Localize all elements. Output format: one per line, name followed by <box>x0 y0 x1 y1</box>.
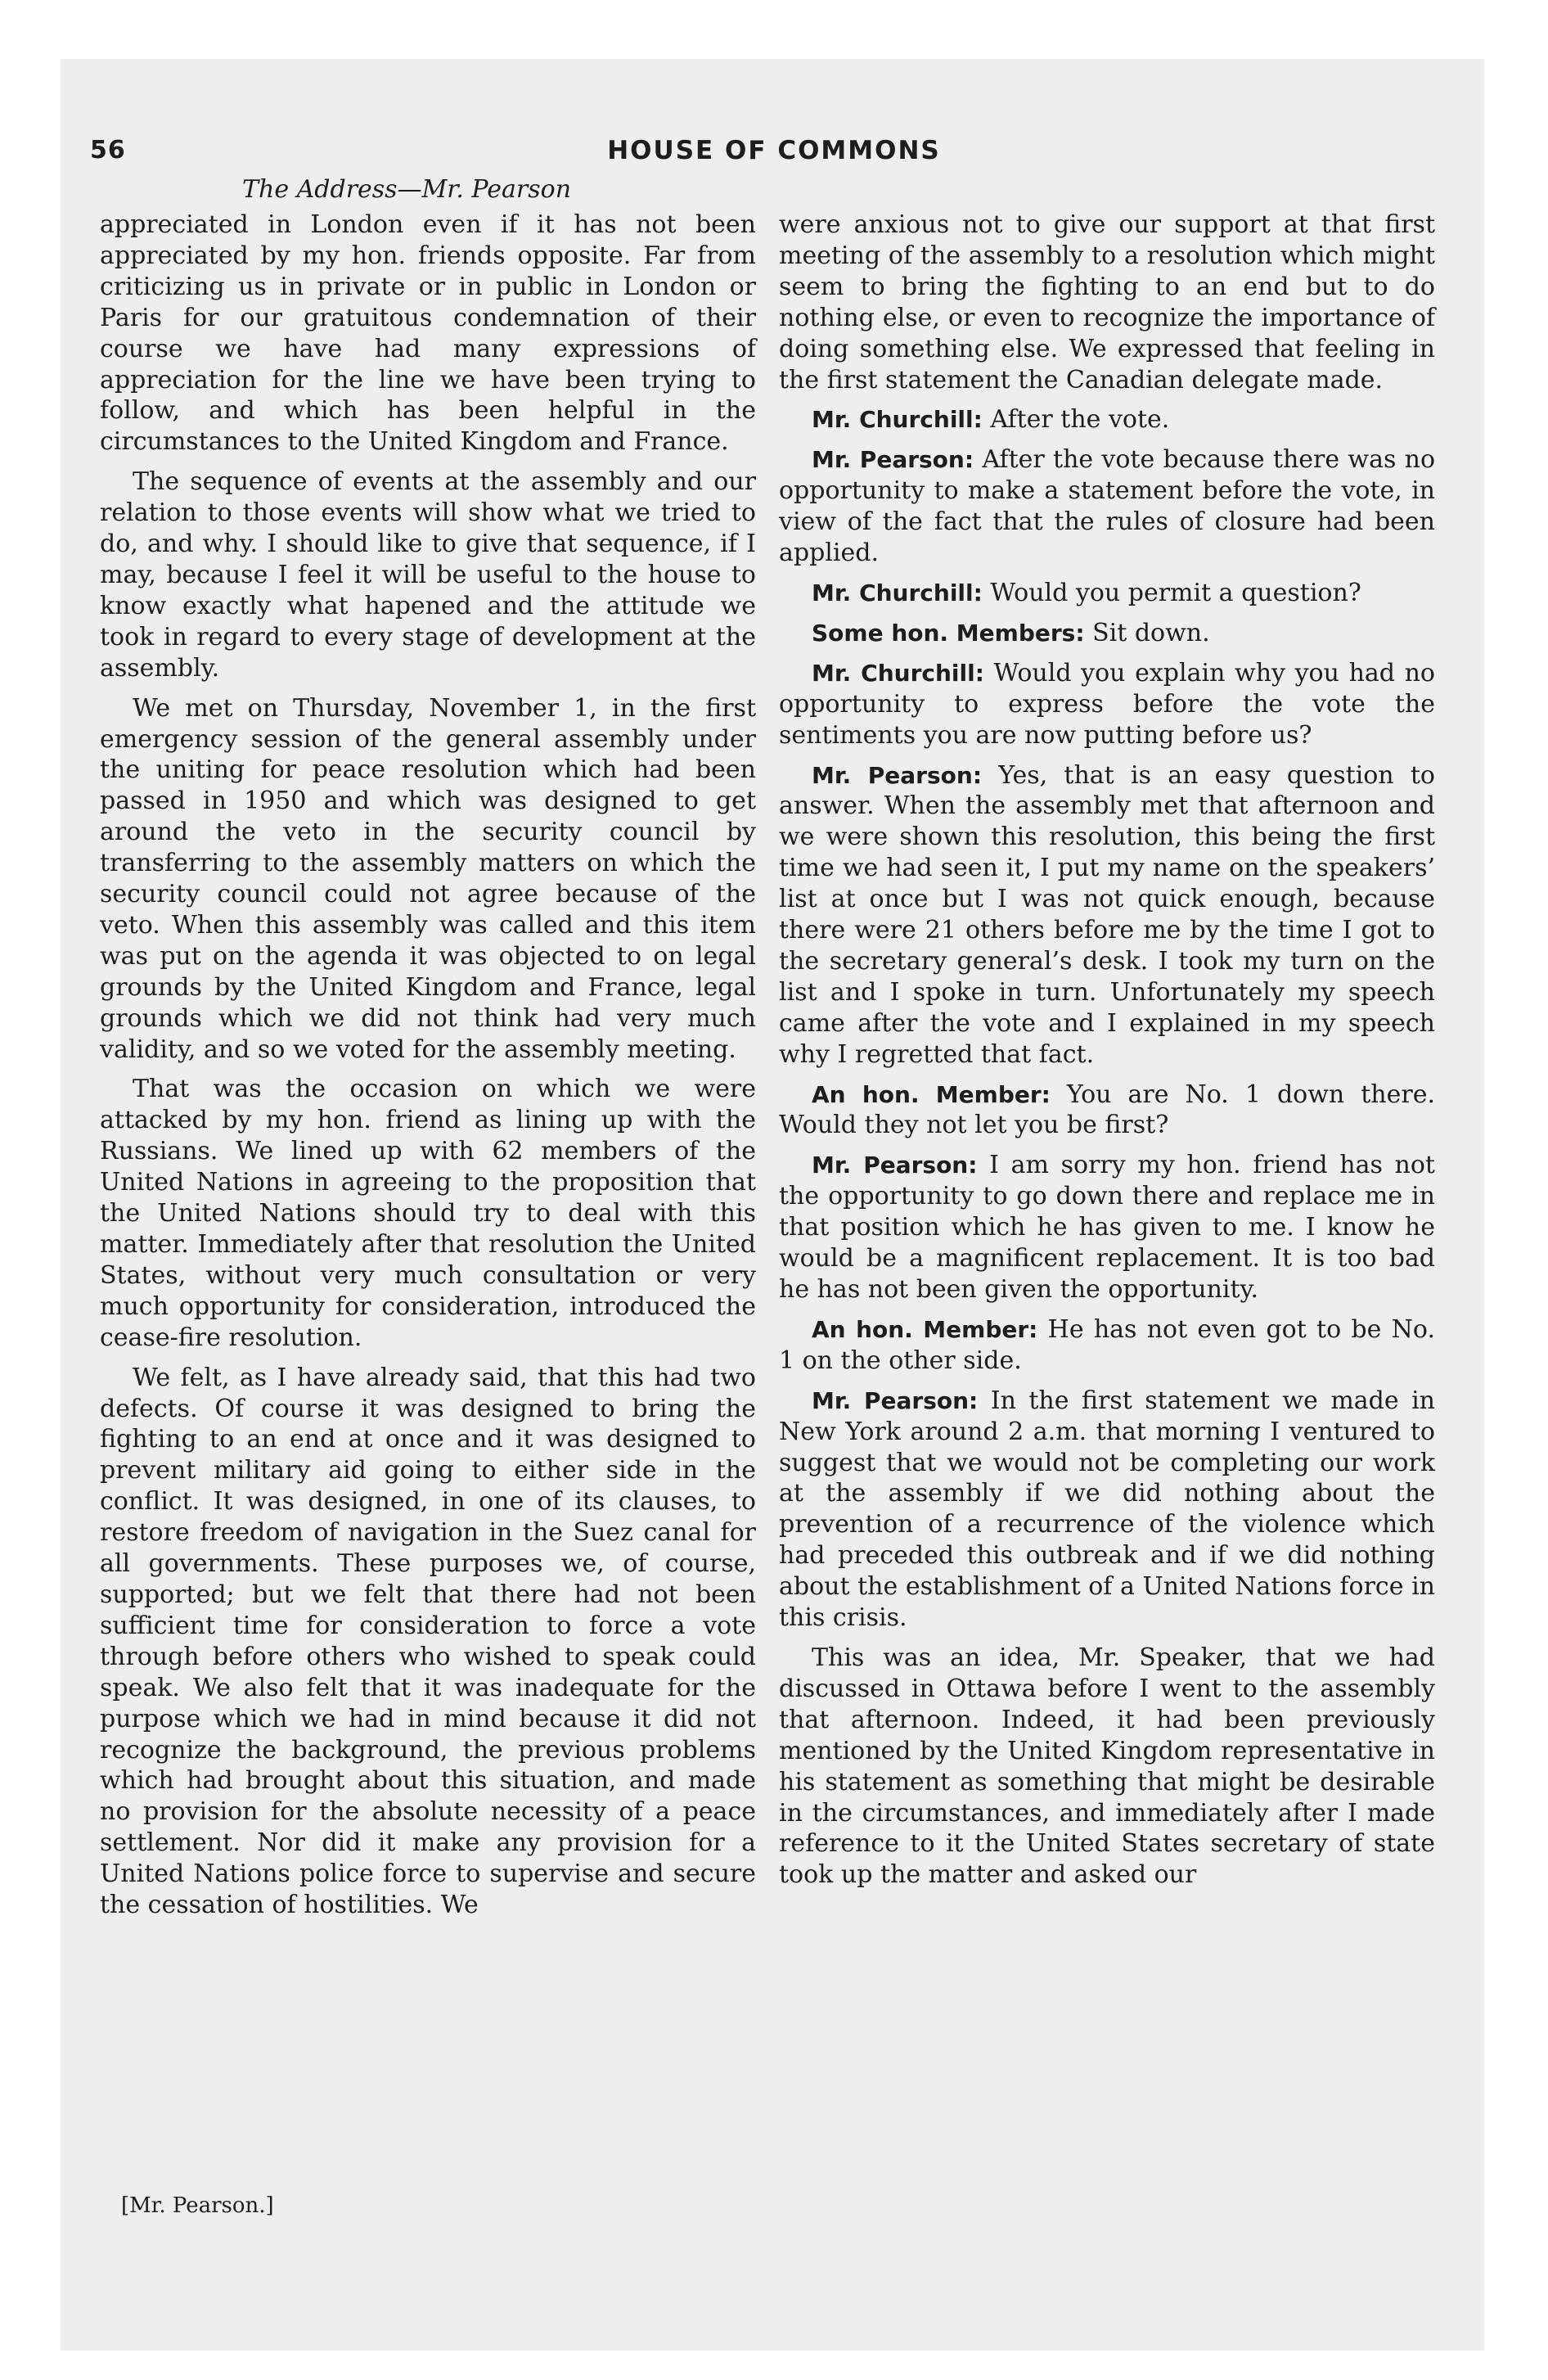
speech-text: Would you explain why you had no opportunity to express before the vote the sentiments you are now putting before us? <box>779 658 1435 750</box>
speaker-name: Mr. Pearson: <box>812 1386 979 1414</box>
speaker-name: Mr. Pearson: <box>812 761 983 789</box>
paragraph: appreciated in London even if it has not been appreciated by my hon. friends opposite. Far from criticizing us in private or in public in London or Paris for our gratuitous condemnation of their course we have had many expressions of appreciation for the line we have been trying to follow, and which has been helpful in the circumstances to the United Kingdom and France. <box>100 210 756 457</box>
speaker-name: Mr. Churchill: <box>812 659 984 687</box>
footer-speaker-note: [Mr. Pearson.] <box>121 2193 274 2218</box>
speech-text: After the vote. <box>990 405 1170 435</box>
paragraph: We felt, as I have already said, that this had two defects. Of course it was designed to bring the fighting to an end at once and it was designed to prevent military aid going to either side in the conflict. It was designed, in one of its clauses, to restore freedom of navigation in the Suez canal for all governments. These purposes we, of course, supported; but we felt that there had not been sufficient time for consideration to force a vote through before others who wished to speak could speak. We also felt that it was inadequate for the purpose which we had in mind because it did not recognize the background, the previous problems which had brought about this situation, and made no provision for the absolute necessity of a peace settlement. Nor did it make any provision for a United Nations police force to supervise and secure the cessation of hostilities. We <box>100 1363 756 1920</box>
speech-paragraph <box>779 578 1435 609</box>
speech-paragraph <box>779 1150 1435 1305</box>
speech-text: In the first statement we made in New York around 2 a.m. that morning I ventured to suggest that we would not be completing our work at the assembly if we did nothing about the prevention of a recurrence of the violence which had preceded this outbreak and if we did nothing about the establishment of a United Nations force in this crisis. <box>779 1386 1435 1633</box>
left-column <box>100 210 756 1930</box>
speaker-name: An hon. Member: <box>812 1315 1038 1343</box>
speech-paragraph <box>779 444 1435 569</box>
speaker-name: Mr. Pearson: <box>812 1152 978 1179</box>
speech-paragraph <box>779 618 1435 649</box>
paragraph <box>779 210 1435 395</box>
speech-text: Sit down. <box>1092 618 1210 647</box>
paragraph: The sequence of events at the assembly and our relation to those events will show what we tried to do, and why. I should like to give that sequence, if I may, because I feel it will be useful to the house to know exactly what hapened and the attitude we took in regard to every stage of development at the assembly. <box>100 467 756 683</box>
speech-text: He has not even got to be No. 1 on the other side. <box>779 1314 1435 1375</box>
speech-paragraph <box>779 1314 1435 1377</box>
paragraph-text: were anxious not to give our support at that first meeting of the assembly to a resolution which might seem to bring the fighting to an end but to do nothing else, or even to recognize the importance of doing something else. We expressed that feeling in the first statement the Canadian delegate made. <box>779 210 1435 394</box>
paragraph-text: This was an idea, Mr. Speaker, that we had discussed in Ottawa before I went to the assembly that afternoon. Indeed, it had been previously mentioned by the United Kingdom representative in his statement as something that might be desirable in the circumstances, and immediately after I made reference to it the United States secretary of state took up the matter and asked our <box>779 1643 1435 1890</box>
speaker-name: Mr. Pearson: <box>812 446 974 474</box>
speech-paragraph <box>779 1080 1435 1142</box>
paragraph: We met on Thursday, November 1, in the first emergency session of the general assembly under the uniting for peace resolution which had been passed in 1950 and which was designed to get around the veto in the security council by transferring to the assembly matters on which the security council could not agree because of the veto. When this assembly was called and this item was put on the agenda it was objected to on legal grounds by the United Kingdom and France, legal grounds which we did not think had very much validity, and so we voted for the assembly meeting. <box>100 693 756 1064</box>
speaker-name: Some hon. Members: <box>812 619 1085 647</box>
speech-paragraph <box>779 658 1435 751</box>
speaker-name: An hon. Member: <box>812 1080 1051 1108</box>
speech-paragraph <box>779 1386 1435 1634</box>
running-head: The Address—Mr. Pearson <box>242 175 572 204</box>
speech-text: Would you permit a question? <box>990 578 1361 607</box>
page-number: 56 <box>90 136 126 165</box>
speech-paragraph <box>779 760 1435 1071</box>
speech-text: After the vote because there was no opportunity to make a statement before the vote, in view of the fact that the rules of closure had been applied. <box>779 445 1436 568</box>
paragraph: That was the occasion on which we were attacked by my hon. friend as lining up with the Russians. We lined up with 62 members of the United Nations in agreeing to the proposition that the United Nations should try to deal with this matter. Immediately after that resolution the United States, without very much consultation or very much opportunity for consideration, introduced the cease-fire resolution. <box>100 1075 756 1352</box>
speech-text: Yes, that is an easy question to answer. When the assembly met that afternoon and we were shown this resolution, this being the first time we had seen it, I put my name on the speakers’ list at once but I was not quick enough, because there were 21 others before me by the time I got to the secretary general’s desk. I took my turn on the list and I spoke in turn. Unfortunately my speech came after the vote and I explained in my speech why I regretted that fact. <box>779 760 1435 1069</box>
speech-text: I am sorry my hon. friend has not the opportunity to go down there and replace me in that position which he has given to me. I know he would be a magnificent replacement. It is too bad he has not been given the opportunity. <box>779 1151 1435 1304</box>
page-header-title: HOUSE OF COMMONS <box>607 136 941 165</box>
paragraph <box>779 1643 1435 1891</box>
speech-paragraph <box>779 404 1435 435</box>
right-column <box>779 210 1435 1900</box>
speech-text: You are No. 1 down there. Would they not let you be first? <box>779 1080 1435 1140</box>
speaker-name: Mr. Churchill: <box>812 406 983 434</box>
speaker-name: Mr. Churchill: <box>812 579 983 606</box>
